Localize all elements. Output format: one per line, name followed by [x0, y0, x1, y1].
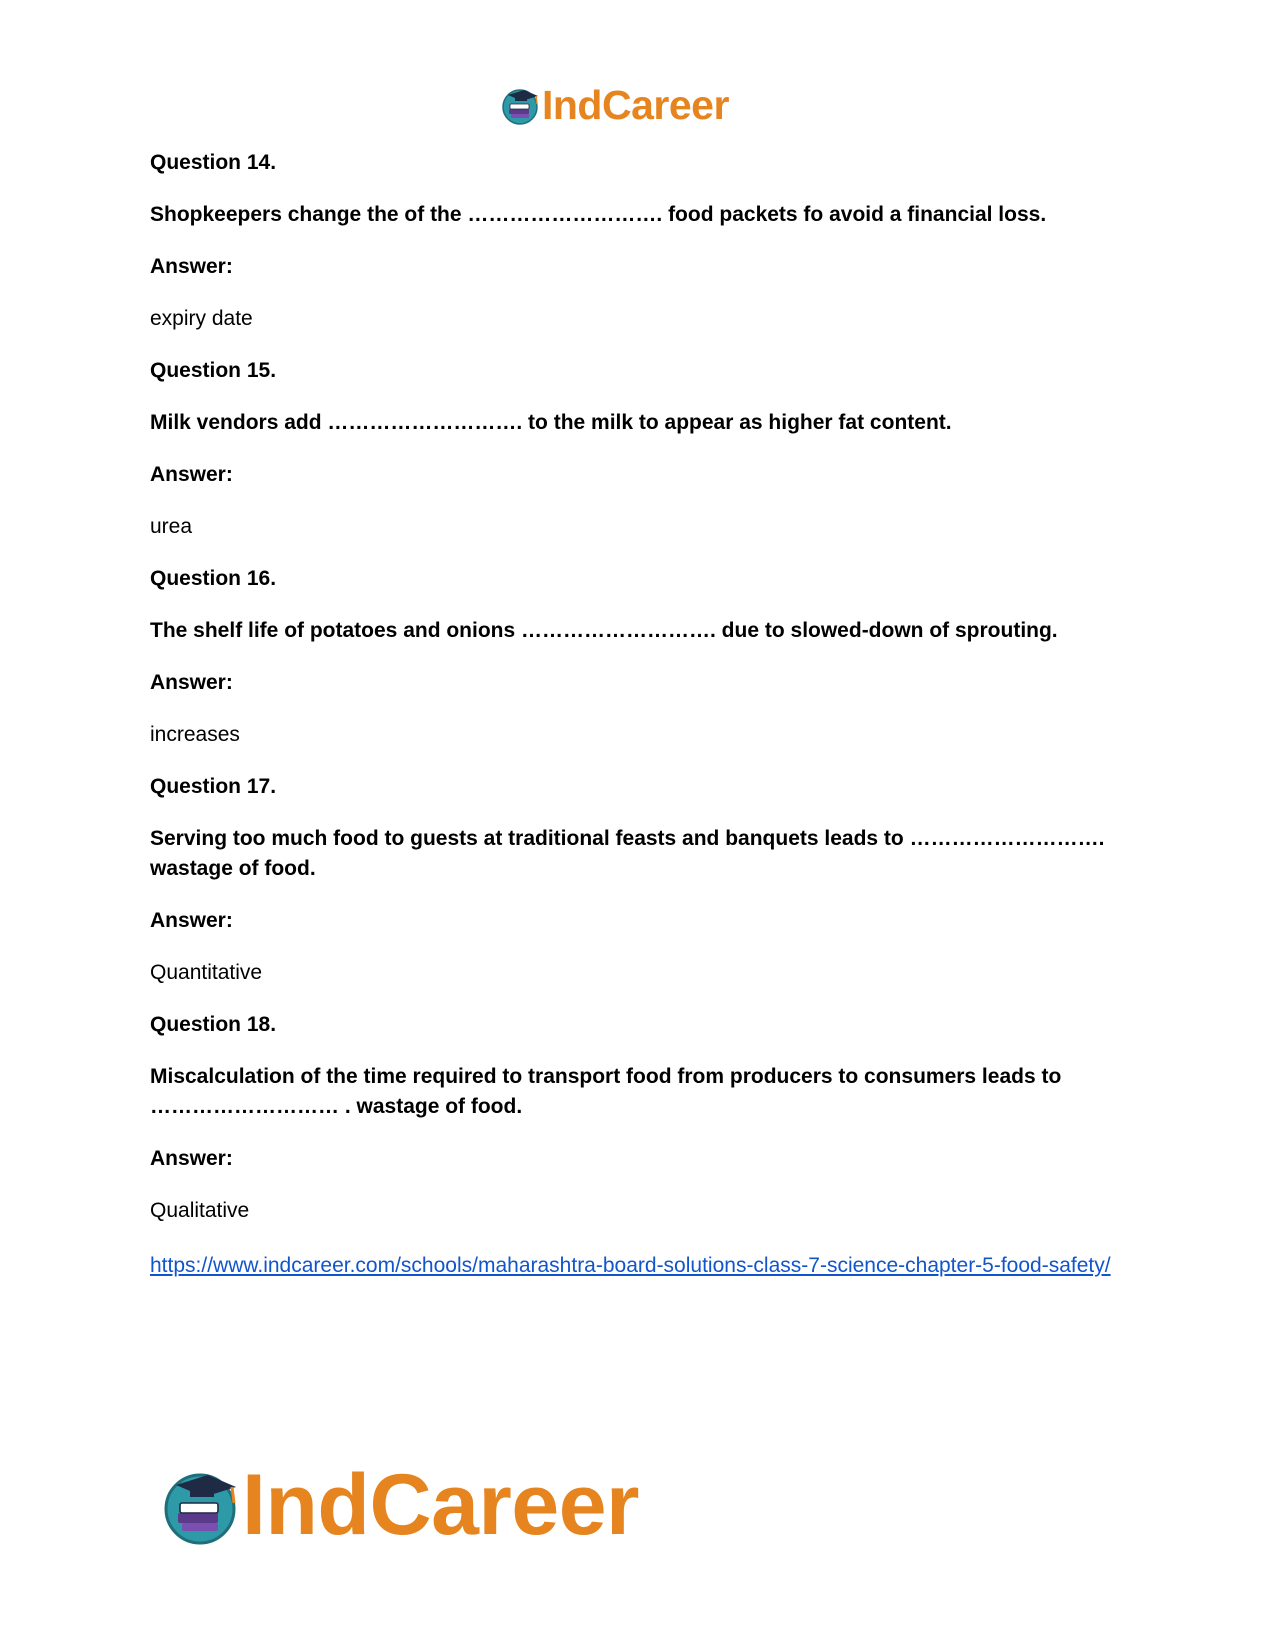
answer-text: increases	[150, 723, 240, 746]
footer-logo-text: IndCareer	[242, 1457, 639, 1553]
question-title: Question 17.	[150, 775, 277, 798]
question-title: Question 16.	[150, 567, 277, 590]
question-text: The shelf life of potatoes and onions ………………………. due to slowed-down of sprouting.	[150, 619, 1058, 642]
answer-label: Answer:	[150, 671, 233, 694]
question-title: Question 15.	[150, 359, 277, 382]
source-url-link[interactable]: https://www.indcareer.com/schools/maharashtra-board-solutions-class-7-science-chapter-5-food-safety/	[150, 1254, 1111, 1277]
question-block	[150, 356, 1130, 542]
answer-text: Quantitative	[150, 961, 263, 984]
answer-text: urea	[150, 515, 193, 538]
footer-logo	[160, 1457, 700, 1553]
answer-text: Qualitative	[150, 1199, 250, 1222]
question-text: Shopkeepers change the of the ………………………. food packets fo avoid a financial loss.	[150, 203, 1047, 226]
document-content	[150, 148, 1130, 1284]
question-title: Question 14.	[150, 151, 277, 174]
indcareer-emblem-icon	[500, 85, 540, 125]
question-text: Miscalculation of the time required to transport food from producers to consumers leads to ……………………… . wastage of food.	[150, 1065, 1062, 1118]
header-logo-text: IndCareer	[542, 81, 729, 128]
question-block	[150, 1010, 1130, 1226]
answer-label: Answer:	[150, 1147, 233, 1170]
question-title: Question 18.	[150, 1013, 277, 1036]
answer-label: Answer:	[150, 909, 233, 932]
answer-label: Answer:	[150, 463, 233, 486]
question-block	[150, 564, 1130, 750]
answer-text: expiry date	[150, 307, 253, 330]
question-text: Serving too much food to guests at traditional feasts and banquets leads to ………………………. wastage of food.	[150, 827, 1105, 880]
question-block	[150, 772, 1130, 988]
header-logo	[500, 80, 770, 130]
indcareer-emblem-icon	[160, 1465, 240, 1545]
question-text: Milk vendors add ………………………. to the milk to appear as higher fat content.	[150, 411, 952, 434]
question-block	[150, 148, 1130, 334]
answer-label: Answer:	[150, 255, 233, 278]
